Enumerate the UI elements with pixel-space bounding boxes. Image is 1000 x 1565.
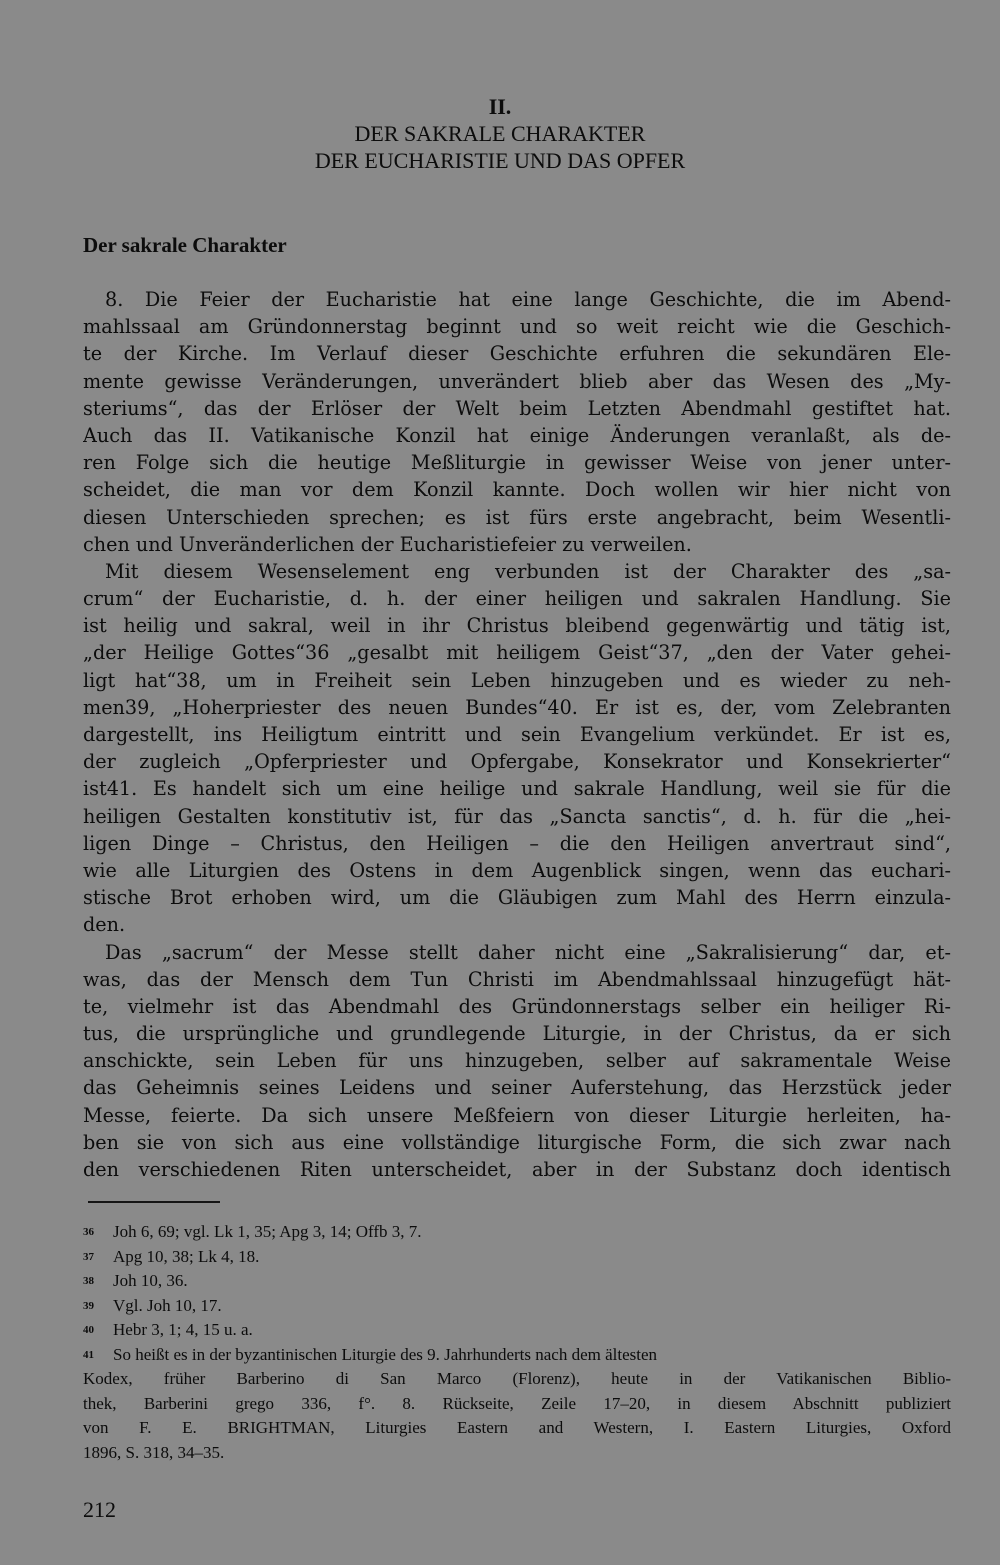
body-line: wie alle Liturgien des Ostens in dem Augenblick singen, wenn das euchari- bbox=[83, 858, 951, 882]
footnote bbox=[83, 1318, 951, 1343]
body-line: Mit diesem Wesenselement eng verbunden ist der Charakter des „sa- bbox=[105, 559, 951, 583]
body-line: Das „sacrum“ der Messe stellt daher nicht eine „Sakralisierung“ dar, et- bbox=[105, 940, 951, 964]
body-line: scheidet, die man vor dem Konzil kannte. Doch wollen wir hier nicht von bbox=[83, 478, 951, 502]
body-line: steriums“, das der Erlöser der Welt beim Letzten Abendmahl gestiftet hat. bbox=[83, 396, 951, 420]
chapter-title-line-1: DER SAKRALE CHARAKTER bbox=[354, 121, 646, 146]
footnote-text: Apg 10, 38; Lk 4, 18. bbox=[113, 1246, 260, 1266]
body-line: anschickte, sein Leben für uns hinzugeben, selber auf sakramentale Weise bbox=[83, 1049, 951, 1073]
body-line: ist41. Es handelt sich um eine heilige und sakrale Handlung, weil sie für die bbox=[83, 777, 951, 801]
body-line: ist heilig und sakral, weil in ihr Christus bleibend gegenwärtig und tätig ist, bbox=[83, 614, 951, 638]
body-line: chen und Unveränderlichen der Eucharistiefeier zu verweilen. bbox=[83, 532, 692, 556]
body-line: tus, die ursprüngliche und grundlegende Liturgie, in der Christus, da er sich bbox=[83, 1022, 951, 1046]
footnote-text: Vgl. Joh 10, 17. bbox=[113, 1295, 222, 1315]
footnote bbox=[83, 1343, 951, 1368]
body-line: diesen Unterschieden sprechen; es ist fürs erste angebracht, beim Wesentli- bbox=[83, 505, 951, 529]
footnote-number: 37 bbox=[83, 1250, 94, 1263]
footnote bbox=[83, 1245, 951, 1270]
body-line: 8. Die Feier der Eucharistie hat eine lange Geschichte, die im Abend- bbox=[105, 288, 951, 311]
footnote-continuation: 1896, S. 318, 34–35. bbox=[83, 1442, 225, 1462]
chapter-heading bbox=[0, 93, 1000, 174]
body-line: Auch das II. Vatikanische Konzil hat einige Änderungen veranlaßt, als de- bbox=[83, 423, 951, 447]
footnote-number: 39 bbox=[83, 1299, 94, 1312]
body-line: was, das der Mensch dem Tun Christi im Abendmahlssaal hinzugefügt hät- bbox=[83, 967, 951, 991]
body-line: crum“ der Eucharistie, d. h. der einer heiligen und sakralen Handlung. Sie bbox=[83, 587, 951, 611]
section-heading: Der sakrale Charakter bbox=[83, 233, 287, 257]
body-text bbox=[83, 286, 951, 1183]
footnote-number: 41 bbox=[83, 1348, 94, 1361]
page-number: 212 bbox=[83, 1497, 116, 1522]
body-line: ben sie von sich aus eine vollständige liturgische Form, die sich zwar nach bbox=[83, 1130, 951, 1154]
footnote bbox=[83, 1269, 951, 1294]
footnote-number: 40 bbox=[83, 1324, 94, 1336]
body-line: mente gewisse Veränderungen, unverändert blieb aber das Wesen des „My- bbox=[83, 369, 951, 393]
footnote-text: Hebr 3, 1; 4, 15 u. a. bbox=[113, 1320, 253, 1339]
chapter-number: II. bbox=[488, 94, 512, 119]
footnote-number: 38 bbox=[83, 1275, 94, 1287]
footnote bbox=[83, 1220, 951, 1245]
body-line: ligt hat“38, um in Freiheit sein Leben hinzugeben und es wieder zu neh- bbox=[83, 668, 951, 692]
footnote-text: Joh 10, 36. bbox=[113, 1271, 188, 1290]
body-line: „der Heilige Gottes“36 „gesalbt mit heiligem Geist“37, „den der Vater gehei- bbox=[83, 641, 951, 665]
body-line: ligen Dinge – Christus, den Heiligen – die den Heiligen anvertraut sind“, bbox=[83, 831, 951, 855]
body-line: den. bbox=[83, 913, 126, 937]
body-line: dargestellt, ins Heiligtum eintritt und sein Evangelium verkündet. Er ist es, bbox=[83, 723, 951, 746]
body-line: Messe, feierte. Da sich unsere Meßfeiern von dieser Liturgie herleiten, ha- bbox=[83, 1103, 951, 1127]
footnote-continuation: Kodex, früher Barberino di San Marco (Florenz), heute in der Vatikanischen Biblio- bbox=[83, 1369, 951, 1388]
chapter-title-line-2: DER EUCHARISTIE UND DAS OPFER bbox=[314, 148, 686, 173]
body-line: das Geheimnis seines Leidens und seiner Auferstehung, das Herzstück jeder bbox=[83, 1076, 951, 1100]
footnote-text: Joh 6, 69; vgl. Lk 1, 35; Apg 3, 14; Offb 3, 7. bbox=[113, 1222, 422, 1241]
footnote-separator bbox=[88, 1201, 220, 1203]
footnote-continuation: thek, Barberini grego 336, f°. 8. Rückseite, Zeile 17–20, in diesem Abschnitt publiziert bbox=[83, 1393, 951, 1413]
body-line: mahlssaal am Gründonnerstag beginnt und so weit reicht wie die Geschich- bbox=[83, 315, 951, 339]
body-line: ren Folge sich die heutige Meßliturgie in gewisser Weise von jener unter- bbox=[83, 451, 951, 475]
body-line: men39, „Hoherpriester des neuen Bundes“40. Er ist es, der, vom Zelebranten bbox=[83, 695, 951, 719]
body-line: heiligen Gestalten konstitutiv ist, für das „Sancta sanctis“, d. h. für die „hei- bbox=[83, 804, 951, 828]
footnote bbox=[83, 1294, 951, 1319]
body-line: den verschiedenen Riten unterscheidet, aber in der Substanz doch identisch bbox=[83, 1158, 951, 1181]
body-line: der zugleich „Opferpriester und Opfergabe, Konsekrator und Konsekrierter“ bbox=[83, 750, 951, 774]
body-line: te, vielmehr ist das Abendmahl des Gründonnerstags selber ein heiliger Ri- bbox=[83, 994, 951, 1018]
footnote-number: 36 bbox=[83, 1226, 94, 1238]
body-line: te der Kirche. Im Verlauf dieser Geschichte erfuhren die sekundären Ele- bbox=[83, 342, 951, 366]
footnote-continuation: von F. E. BRIGHTMAN, Liturgies Eastern and Western, I. Eastern Liturgies, Oxford bbox=[83, 1418, 951, 1437]
footnote-text: So heißt es in der byzantinischen Liturgie des 9. Jahrhunderts nach dem ältesten bbox=[113, 1344, 658, 1364]
footnotes bbox=[83, 1220, 951, 1465]
body-line: stische Brot erhoben wird, um die Gläubigen zum Mahl des Herrn einzula- bbox=[83, 886, 951, 910]
